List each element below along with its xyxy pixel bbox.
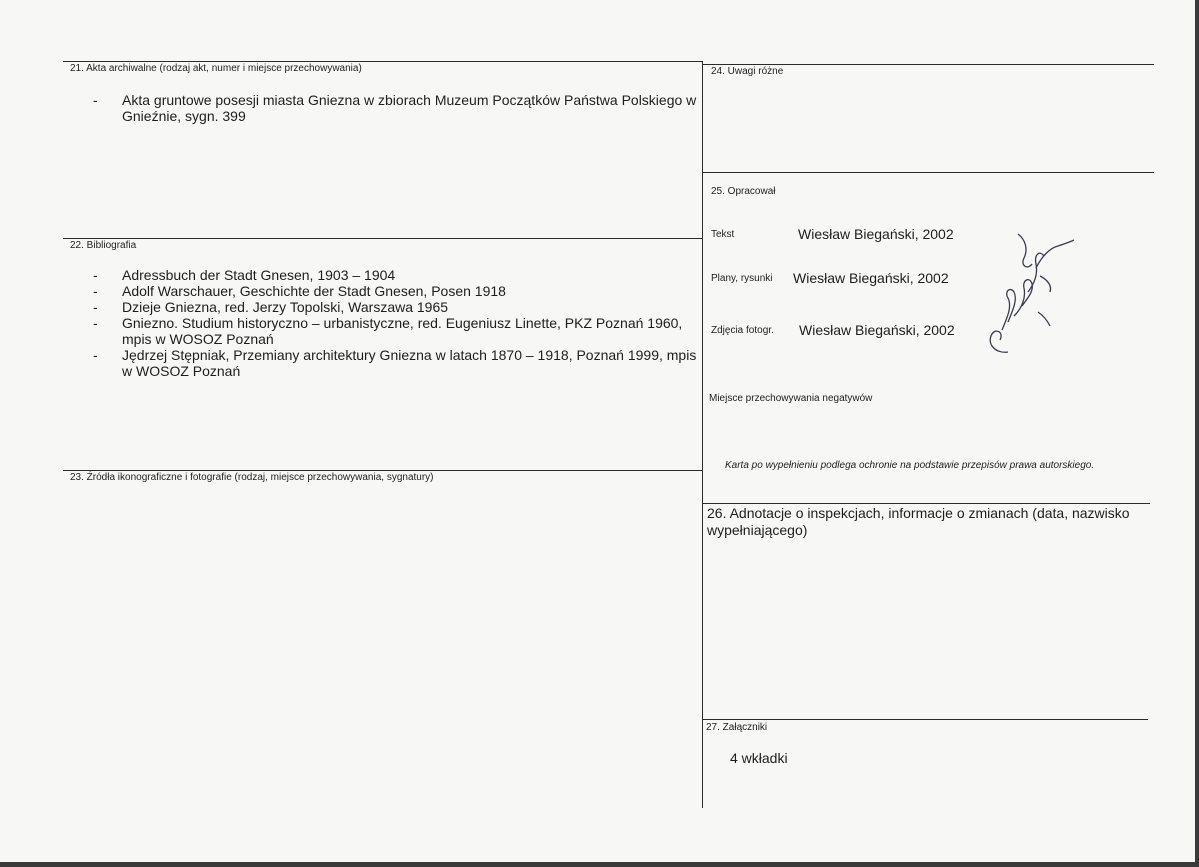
handwritten-signature — [978, 226, 1078, 366]
section24-rule — [702, 64, 1154, 65]
list-item — [93, 315, 703, 347]
list-dash: - — [93, 315, 98, 331]
list-item-text: Gniezno. Studium historyczno – urbanistyczne, red. Eugeniusz Linette, PKZ Poznań 1960, mpis w WOSOZ Poznań — [122, 315, 683, 347]
section25-rule — [702, 172, 1154, 173]
section26-rule — [702, 503, 1150, 504]
list-item — [93, 283, 703, 299]
list-dash: - — [93, 92, 98, 108]
list-item — [93, 299, 703, 315]
list-dash: - — [93, 347, 98, 363]
bibliography-list — [93, 267, 703, 379]
section22-rule — [63, 238, 703, 239]
list-dash: - — [93, 283, 98, 299]
list-item — [93, 347, 703, 379]
list-item-text: Jędrzej Stępniak, Przemiany architektury Gniezna w latach 1870 – 1918, Poznań 1999, mpis w WOSOZ Poznań — [122, 347, 697, 379]
section22-header: 22. Bibliografia — [70, 240, 137, 251]
list-dash: - — [93, 299, 98, 315]
photos-author-label: Zdjęcia fotogr. — [711, 325, 774, 336]
negatives-location-label: Miejsce przechowywania negatywów — [709, 393, 873, 404]
text-author-value: Wiesław Biegański, 2002 — [798, 226, 954, 242]
plans-author-label: Plany, rysunki — [711, 273, 773, 284]
list-item-text: Dzieje Gniezna, red. Jerzy Topolski, Warszawa 1965 — [122, 299, 449, 315]
attachments-value: 4 wkładki — [730, 750, 788, 766]
section24-header: 24. Uwagi różne — [711, 66, 784, 77]
list-item-text: Adressbuch der Stadt Gnesen, 1903 – 1904 — [122, 267, 396, 283]
text-author-label: Tekst — [711, 229, 735, 240]
section25-header: 25. Opracował — [711, 186, 776, 197]
column-divider — [702, 62, 703, 808]
section27-header: 27. Załączniki — [706, 722, 768, 733]
list-item-text: Akta gruntowe posesji miasta Gniezna w zbiorach Muzeum Początków Państwa Polskiego w Gnieźnie, sygn. 399 — [122, 92, 697, 124]
list-item — [93, 267, 703, 283]
archival-files-list — [93, 92, 703, 124]
section27-rule — [702, 719, 1148, 720]
list-item — [93, 92, 703, 124]
section21-header: 21. Akta archiwalne (rodzaj akt, numer i miejsce przechowywania) — [70, 63, 362, 74]
section23-rule — [63, 470, 703, 471]
section26-header: 26. Adnotacje o inspekcjach, informacje o zmianach (data, nazwisko wypełniającego) — [707, 505, 1130, 538]
section21-rule — [63, 61, 703, 62]
list-item-text: Adolf Warschauer, Geschichte der Stadt Gnesen, Posen 1918 — [122, 283, 506, 299]
copyright-note: Karta po wypełnieniu podlega ochronie na podstawie przepisów prawa autorskiego. — [725, 460, 1095, 471]
section23-header: 23. Źródła ikonograficzne i fotografie (rodzaj, miejsce przechowywania, sygnatury) — [70, 472, 434, 483]
list-dash: - — [93, 267, 98, 283]
plans-author-value: Wiesław Biegański, 2002 — [793, 270, 949, 286]
photos-author-value: Wiesław Biegański, 2002 — [799, 322, 955, 338]
